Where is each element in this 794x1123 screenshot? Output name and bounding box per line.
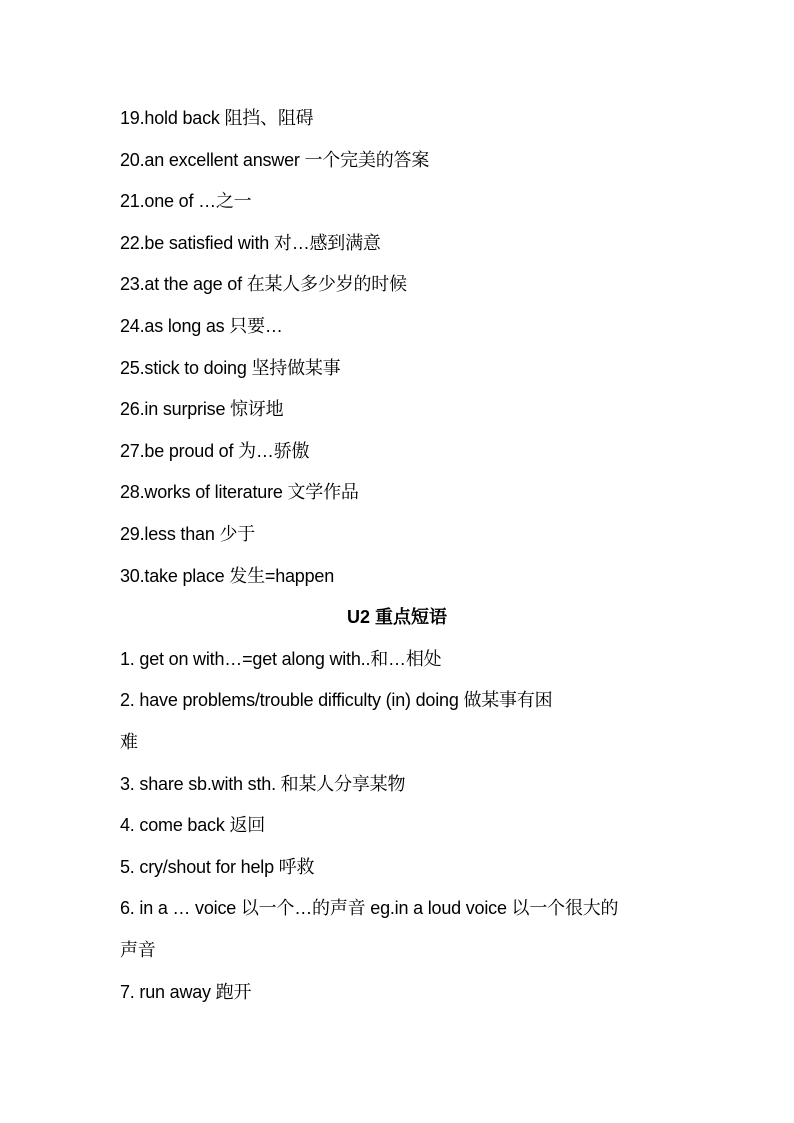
phrase-line: 30.take place 发生=happen <box>120 566 335 586</box>
phrase-line: 5. cry/shout for help 呼救 <box>120 857 315 877</box>
phrase-line-continuation: 难 <box>120 732 138 752</box>
phrase-line: 20.an excellent answer 一个完美的答案 <box>120 150 430 170</box>
section-heading: U2 重点短语 <box>346 607 447 627</box>
phrase-line: 7. run away 跑开 <box>120 982 252 1002</box>
phrase-line-continuation: 声音 <box>120 940 156 960</box>
phrase-line: 24.as long as 只要… <box>120 316 283 336</box>
phrase-line: 21.one of …之一 <box>120 191 252 211</box>
phrase-line: 23.at the age of 在某人多少岁的时候 <box>120 274 407 294</box>
phrase-line: 25.stick to doing 坚持做某事 <box>120 358 341 378</box>
phrase-line: 19.hold back 阻挡、阻碍 <box>120 108 314 128</box>
phrase-line: 27.be proud of 为…骄傲 <box>120 441 310 461</box>
phrase-line: 28.works of literature 文学作品 <box>120 482 359 502</box>
phrase-line: 26.in surprise 惊讶地 <box>120 399 284 419</box>
phrase-line: 29.less than 少于 <box>120 524 256 544</box>
phrase-line: 6. in a … voice 以一个…的声音 eg.in a loud voice 以一个很大的 <box>120 898 619 918</box>
phrase-line: 1. get on with…=get along with..和…相处 <box>120 649 442 669</box>
phrase-line: 2. have problems/trouble difficulty (in) doing 做某事有困 <box>120 690 553 710</box>
phrase-line: 22.be satisfied with 对…感到满意 <box>120 233 381 253</box>
phrase-line: 3. share sb.with sth. 和某人分享某物 <box>120 774 406 794</box>
phrase-line: 4. come back 返回 <box>120 815 266 835</box>
